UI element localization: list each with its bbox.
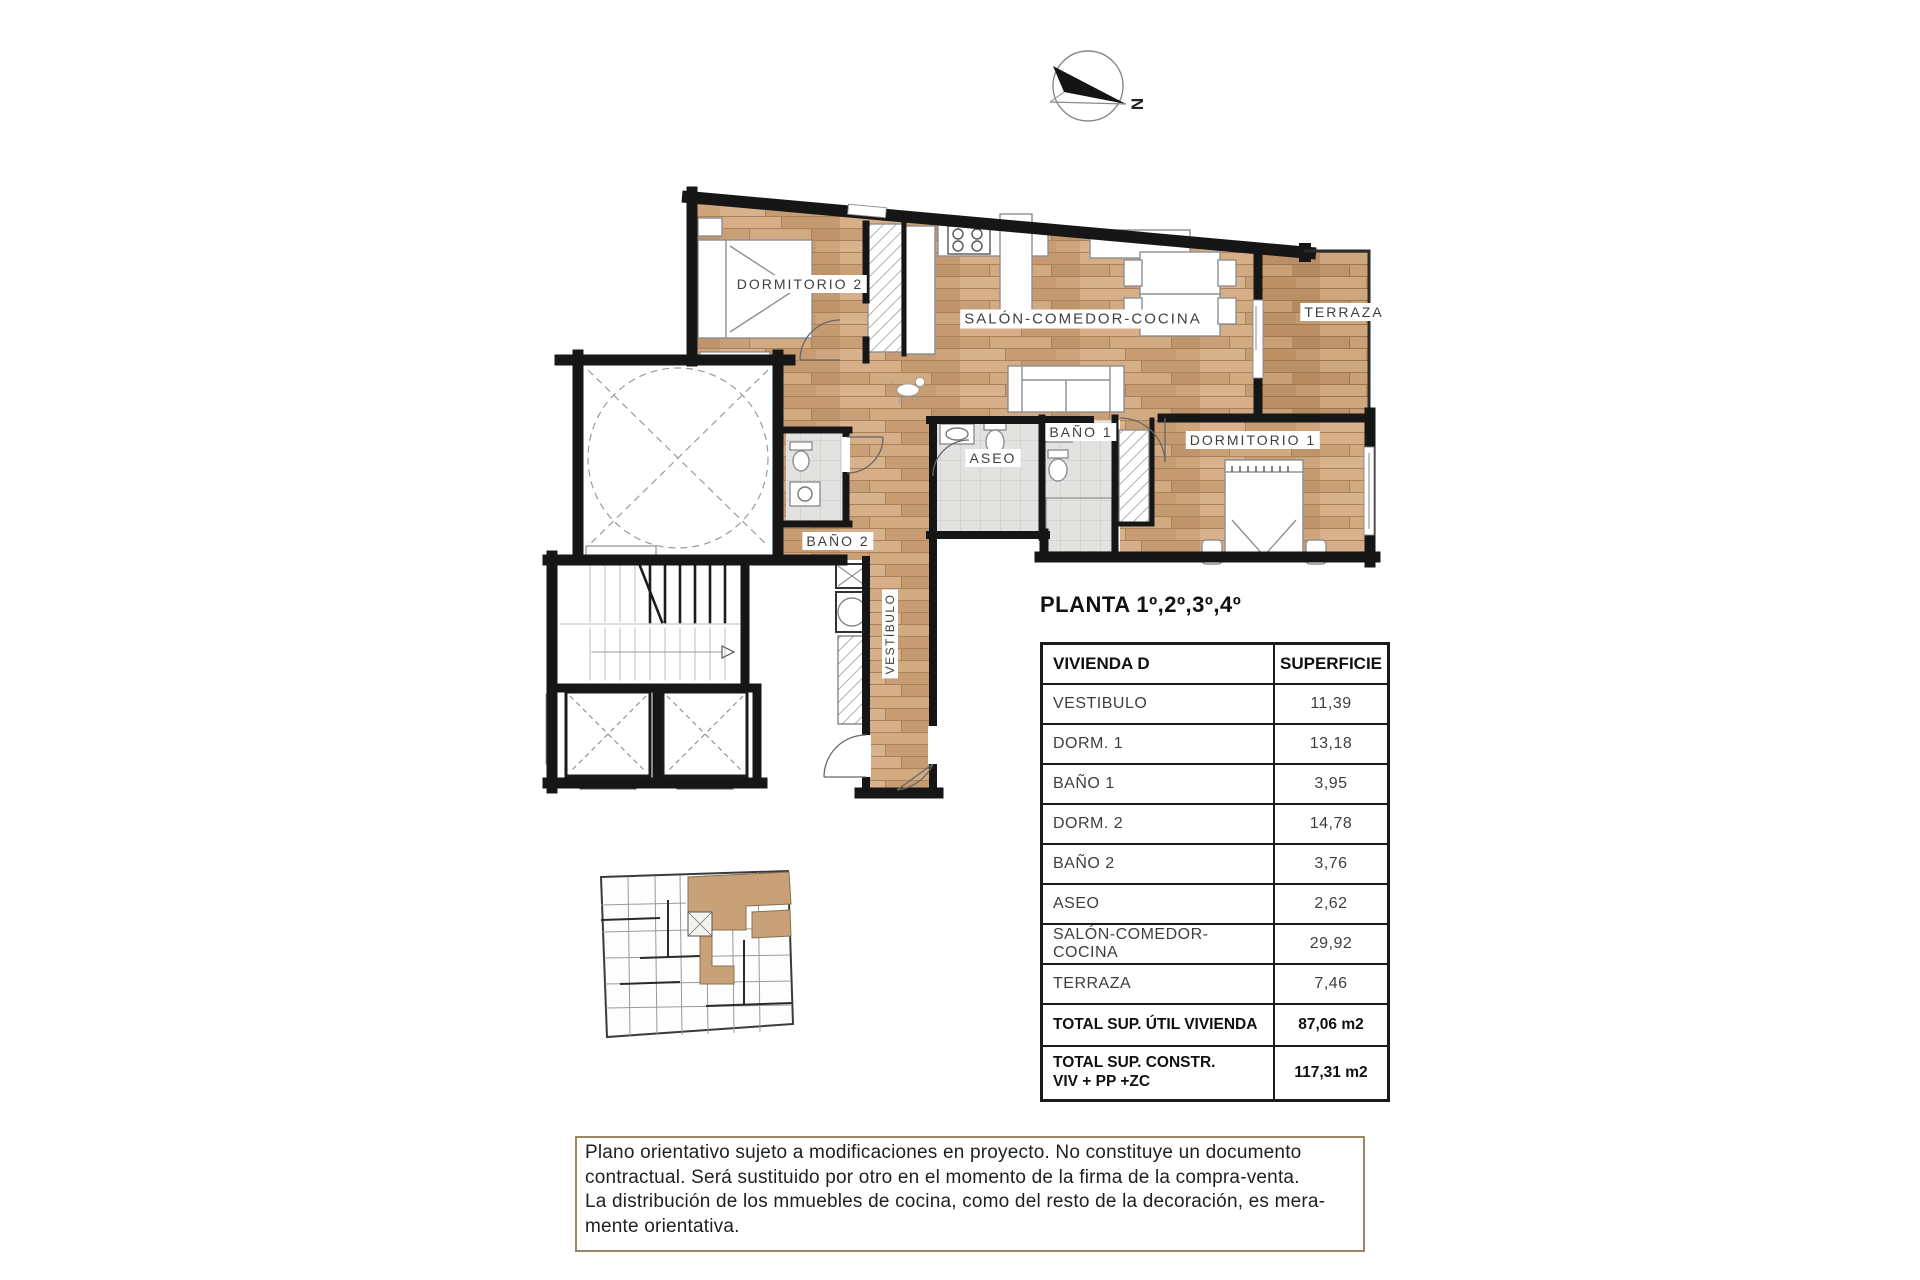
row-value: 13,18 <box>1309 735 1353 752</box>
row-value: 3,95 <box>1314 775 1348 792</box>
compass-rose <box>1050 51 1147 121</box>
table-header-row <box>1043 645 1387 683</box>
row-label: DORM. 2 <box>1043 805 1275 843</box>
floor-terraza <box>1260 251 1368 415</box>
elevator-shaft <box>584 352 772 559</box>
row-label: DORM. 1 <box>1043 725 1275 763</box>
disclaimer-line: contractual. Será sustituido por otro en el momento de la firma de la compra-venta. <box>585 1166 1300 1188</box>
surface-table <box>1040 642 1390 1102</box>
table-total-constr-row <box>1043 1045 1387 1099</box>
total-constr-line2: VIV + PP +ZC <box>1053 1073 1151 1090</box>
disclaimer-line: Plano orientativo sujeto a modificaciones en proyecto. No constituye un documento <box>585 1142 1302 1163</box>
table-row <box>1043 763 1387 803</box>
row-value: 7,46 <box>1314 975 1348 992</box>
planta-title: PLANTA 1º,2º,3º,4º <box>1040 592 1242 617</box>
dormitorio2-label: DORMITORIO 2 <box>733 275 867 293</box>
table-row <box>1043 683 1387 723</box>
table-row <box>1043 963 1387 1003</box>
row-value: 29,92 <box>1309 935 1353 952</box>
total-constr-line1: TOTAL SUP. CONSTR. <box>1053 1054 1216 1072</box>
total-constr-label <box>1043 1047 1275 1099</box>
stairwell <box>557 564 742 684</box>
row-value: 11,39 <box>1310 695 1352 712</box>
vestibulo-label: VESTÍBULO <box>882 590 898 679</box>
row-label: VESTIBULO <box>1043 685 1275 723</box>
table-row <box>1043 803 1387 843</box>
disclaimer-line: La distribución de los mmuebles de cocina, como del resto de la decoración, es mera- <box>585 1191 1326 1213</box>
total-util-label: TOTAL SUP. ÚTIL VIVIENDA <box>1043 1005 1275 1045</box>
dormitorio1-label: DORMITORIO 1 <box>1186 431 1320 449</box>
table-row <box>1043 883 1387 923</box>
total-util-value: 87,06 m2 <box>1298 1016 1364 1033</box>
table-row <box>1043 843 1387 883</box>
compass-north-letter: N <box>1127 97 1147 111</box>
bano1-label: BAÑO 1 <box>1045 423 1116 441</box>
aseo-label: ASEO <box>966 449 1021 467</box>
row-label: TERRAZA <box>1043 965 1275 1003</box>
row-label: BAÑO 1 <box>1043 765 1275 803</box>
bano2-label: BAÑO 2 <box>802 532 873 550</box>
row-value: 14,78 <box>1309 815 1353 832</box>
total-constr-value: 117,31 m2 <box>1294 1064 1368 1081</box>
header-superficie: SUPERFICIE <box>1279 654 1383 673</box>
terraza-label: TERRAZA <box>1300 303 1387 321</box>
elevator-cars <box>546 692 747 789</box>
row-label: SALÓN-COMEDOR-COCINA <box>1043 925 1275 963</box>
row-value: 3,76 <box>1314 855 1348 872</box>
row-value: 2,62 <box>1314 895 1348 912</box>
row-label: ASEO <box>1043 885 1275 923</box>
disclaimer-box <box>575 1136 1365 1252</box>
table-total-util-row <box>1043 1003 1387 1045</box>
site-key-plan <box>601 871 793 1037</box>
table-row <box>1043 923 1387 963</box>
header-vivienda: VIVIENDA D <box>1043 645 1275 683</box>
disclaimer-line: mente orientativa. <box>585 1216 740 1238</box>
table-row <box>1043 723 1387 763</box>
row-label: BAÑO 2 <box>1043 845 1275 883</box>
salon-comedor-cocina-label: SALÓN-COMEDOR-COCINA <box>960 310 1206 329</box>
